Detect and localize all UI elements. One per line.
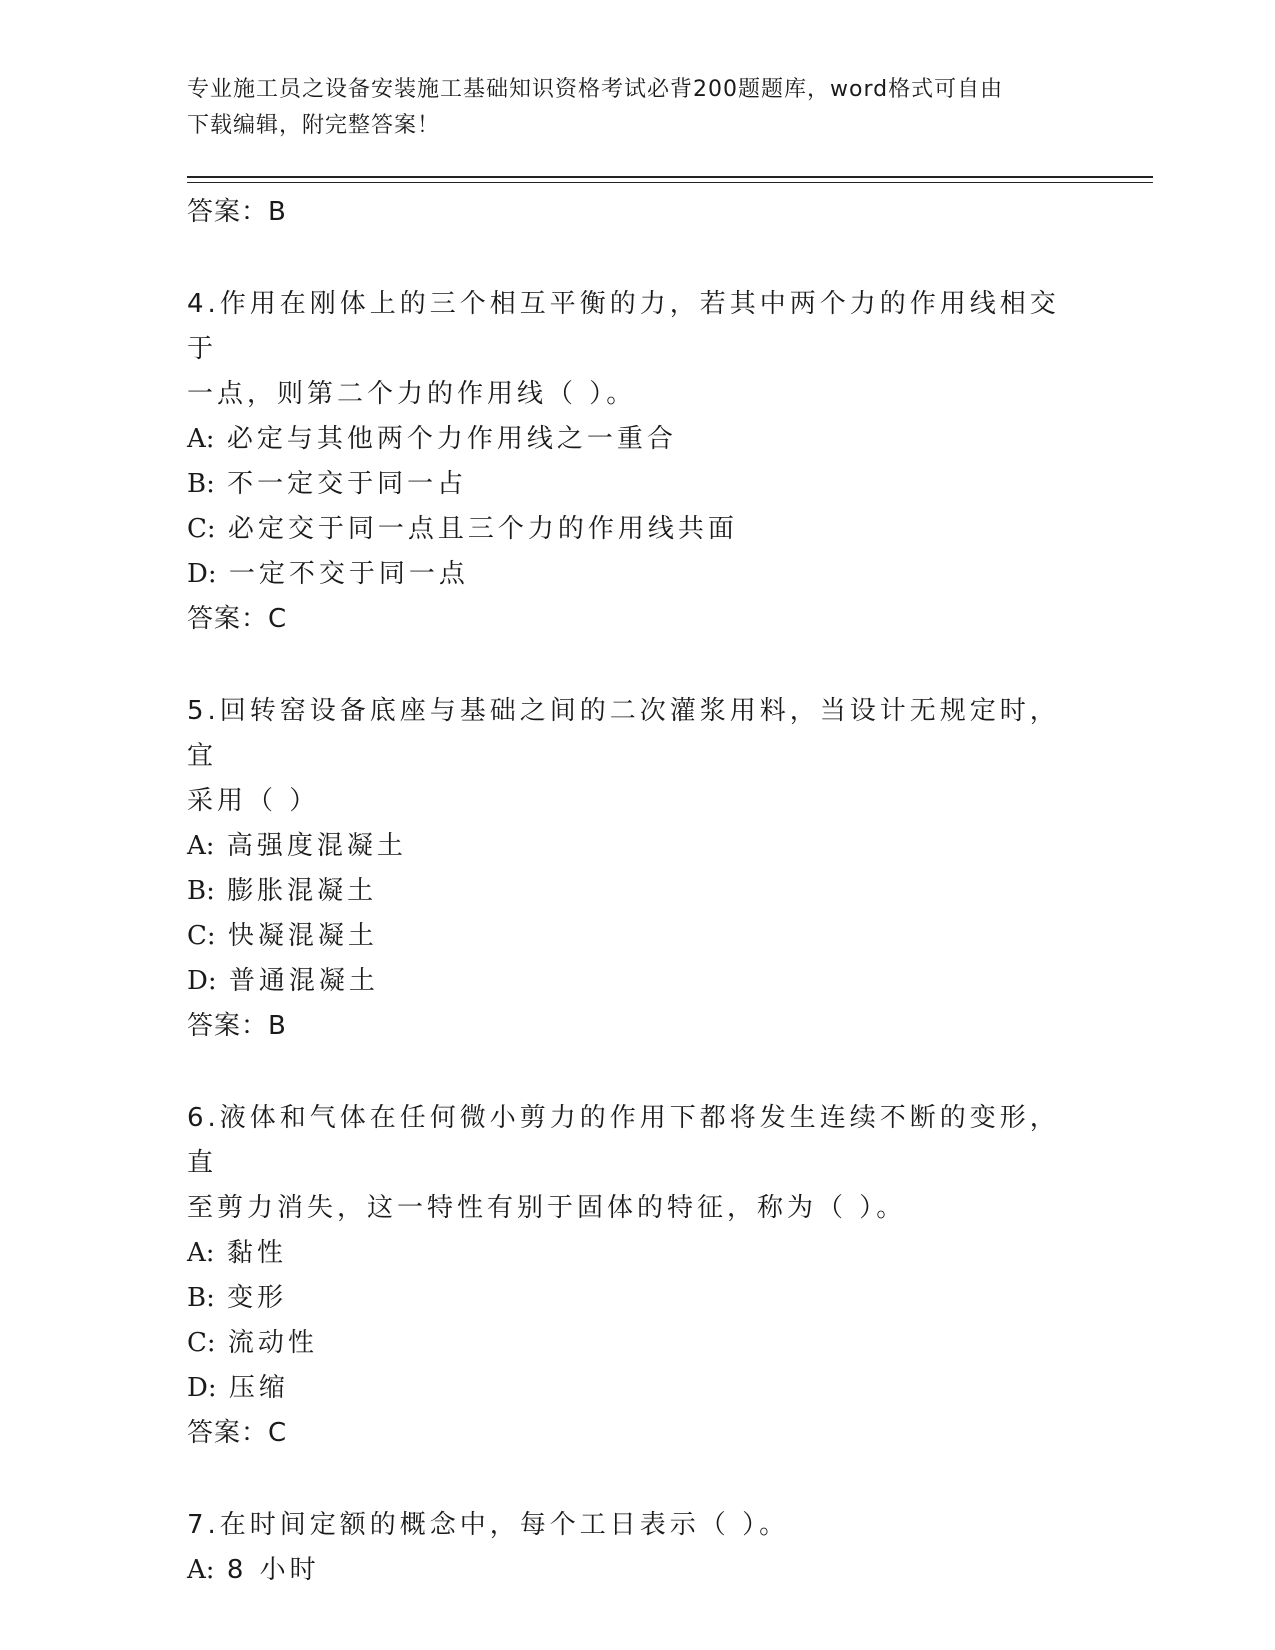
question-list (187, 188, 1087, 1593)
header-line-2: 下载编辑，附完整答案！ (187, 113, 441, 138)
question-line-2: 采用（ ） (187, 786, 320, 816)
option-c (187, 1321, 1087, 1366)
answer: 答案：B (187, 1011, 287, 1041)
option-b (187, 462, 1087, 507)
question-text (187, 282, 1067, 417)
spacer (187, 641, 1087, 689)
option-letter: A: (187, 424, 215, 454)
option-text: 快凝混凝土 (227, 921, 378, 951)
question-text (187, 1096, 1067, 1231)
question-line-2: 至剪力消失，这一特性有别于固体的特征，称为（ ）。 (187, 1193, 907, 1223)
option-text: 变形 (227, 1283, 288, 1313)
option-d (187, 959, 1087, 1004)
option-text: 高强度混凝土 (226, 831, 407, 861)
previous-answer: 答案：B (187, 197, 287, 227)
question-line-1: 4.作用在刚体上的三个相互平衡的力，若其中两个力的作用线相交于 (187, 289, 1060, 364)
question-line-1: 7.在时间定额的概念中，每个工日表示（ ）。 (187, 1510, 790, 1540)
option-text: 压缩 (228, 1373, 289, 1403)
option-letter: C: (187, 1328, 216, 1358)
option-text: 不一定交于同一占 (227, 469, 468, 499)
option-a (187, 824, 1087, 869)
option-letter: B: (187, 469, 215, 499)
option-a (187, 417, 1087, 462)
question-line-1: 5.回转窑设备底座与基础之间的二次灌浆用料，当设计无规定时，宜 (187, 696, 1060, 771)
option-d (187, 552, 1087, 597)
header-divider-thin (187, 182, 1153, 183)
spacer (187, 1048, 1087, 1096)
option-b (187, 869, 1087, 914)
question-text (187, 1503, 1067, 1548)
question-line-2: 一点，则第二个力的作用线（ ）。 (187, 379, 637, 409)
option-letter: D: (187, 966, 217, 996)
option-letter: C: (187, 921, 216, 951)
question-6 (187, 1096, 1087, 1455)
option-text: 膨胀混凝土 (227, 876, 378, 906)
option-b (187, 1276, 1087, 1321)
question-text (187, 689, 1067, 824)
option-a (187, 1548, 1087, 1593)
spacer (187, 1455, 1087, 1503)
option-text: 必定交于同一点且三个力的作用线共面 (227, 514, 738, 544)
option-letter: C: (187, 514, 216, 544)
option-text: 黏性 (226, 1238, 287, 1268)
question-line-1: 6.液体和气体在任何微小剪力的作用下都将发生连续不断的变形，直 (187, 1103, 1060, 1178)
header-line-1: 专业施工员之设备安装施工基础知识资格考试必背200题题库，word格式可自由 (187, 77, 1004, 102)
answer: 答案：C (187, 604, 288, 634)
option-a (187, 1231, 1087, 1276)
option-letter: B: (187, 1283, 215, 1313)
document-header (187, 72, 1077, 144)
option-text: 必定与其他两个力作用线之一重合 (226, 424, 677, 454)
option-letter: D: (187, 559, 217, 589)
option-letter: A: (187, 831, 215, 861)
option-text: 8 小时 (226, 1555, 320, 1585)
option-letter: A: (187, 1238, 215, 1268)
question-5 (187, 689, 1087, 1048)
question-4 (187, 282, 1087, 641)
option-d (187, 1366, 1087, 1411)
answer: 答案：C (187, 1418, 288, 1448)
question-7 (187, 1503, 1087, 1593)
option-letter: A: (187, 1555, 215, 1585)
option-letter: D: (187, 1373, 217, 1403)
option-c (187, 914, 1087, 959)
option-letter: B: (187, 876, 215, 906)
header-divider-thick (187, 176, 1153, 178)
spacer (187, 234, 1087, 282)
option-text: 普通混凝土 (228, 966, 379, 996)
option-text: 流动性 (227, 1328, 318, 1358)
option-c (187, 507, 1087, 552)
option-text: 一定不交于同一点 (228, 559, 469, 589)
